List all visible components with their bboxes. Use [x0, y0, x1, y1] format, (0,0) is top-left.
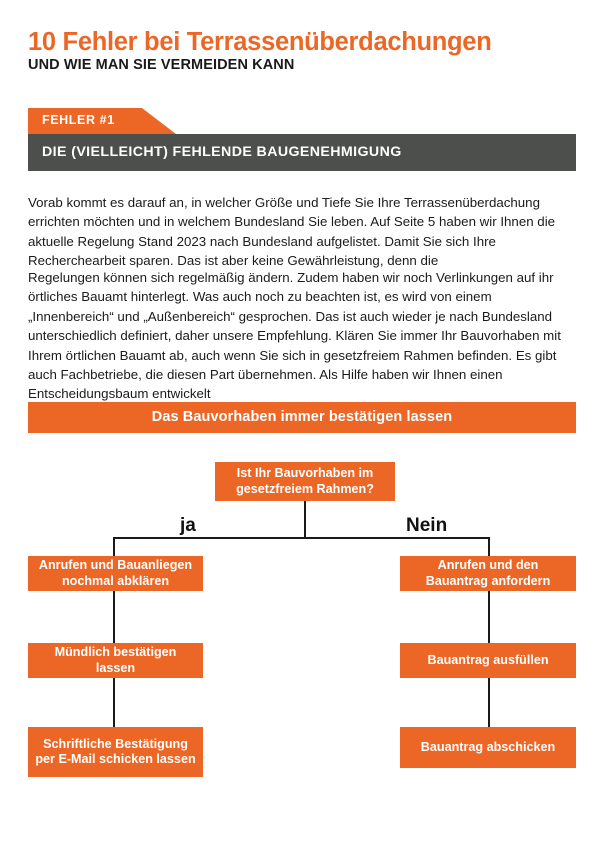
- branch-label-yes: ja: [180, 515, 196, 536]
- body-paragraph-2: Regelungen können sich regelmäßig ändern. Zudem haben wir noch Verlinkungen auf ihr örtliches Bauamt hinterlegt. Was auch noch zu beachten ist, es wird von einem „Innenbereich“ und „Außenbereich“ gesprochen. Das ist auch wieder je nach Bundesland unterschiedlich definiert, daher unsere Empfehlung. Klären Sie immer Ihr Bauvorhaben mit Ihrem örtlichen Bauamt ab, auch wenn Sie sich in gesetzfreiem Rahmen befinden. Es gibt auch Fachbetriebe, die diesen Part übernehmen. Als Hilfe haben wir Ihnen einen Entscheidungsbaum entwickelt: [28, 270, 561, 402]
- flowchart-node-no-3: Bauantrag abschicken: [400, 727, 576, 768]
- connector-right-drop-3: [488, 677, 490, 728]
- body-paragraph-1: Vorab kommt es darauf an, in welcher Größe und Tiefe Sie Ihre Terrassenüberdachung errichten möchten und in welchem Bundesland Sie leben. Auf Seite 5 haben wir Ihnen die aktuelle Regelung Stand 2023 nach Bundesland aufgelistet. Damit Sie sich Ihre Recherchearbeit sparen. Das ist aber keine Gewährleistung, denn die: [28, 195, 556, 269]
- flowchart-banner: [28, 402, 576, 433]
- flowchart-node-no-2: Bauantrag ausfüllen: [400, 643, 576, 678]
- connector-left-drop-2: [113, 590, 115, 644]
- flowchart-node-yes-2: Mündlich bestätigen lassen: [28, 643, 203, 678]
- page-subtitle: UND WIE MAN SIE VERMEIDEN KANN: [28, 57, 295, 73]
- section-tab-label: FEHLER #1: [42, 113, 115, 127]
- connector-left-drop-1: [113, 537, 115, 557]
- connector-right-drop-1: [488, 537, 490, 557]
- connector-right-drop-2: [488, 590, 490, 644]
- branch-label-no: Nein: [406, 515, 448, 536]
- connector-split-horizontal: [113, 537, 489, 539]
- section-header-title: DIE (VIELLEICHT) FEHLENDE BAUGENEHMIGUNG: [42, 144, 402, 160]
- flowchart-node-yes-3: Schriftliche Bestätigung per E-Mail schicken lassen: [28, 727, 203, 777]
- flowchart-node-root: Ist Ihr Bauvorhaben im gesetzfreiem Rahmen?: [215, 462, 395, 501]
- connector-root-stem: [304, 501, 306, 538]
- flowchart-banner-label: Das Bauvorhaben immer bestätigen lassen: [151, 409, 453, 425]
- page-title: 10 Fehler bei Terrassenüberdachungen: [28, 28, 492, 56]
- connector-left-drop-3: [113, 677, 115, 728]
- flowchart-node-no-1: Anrufen und den Bauantrag anfordern: [400, 556, 576, 591]
- flowchart-node-yes-1: Anrufen und Bauanliegen nochmal abklären: [28, 556, 203, 591]
